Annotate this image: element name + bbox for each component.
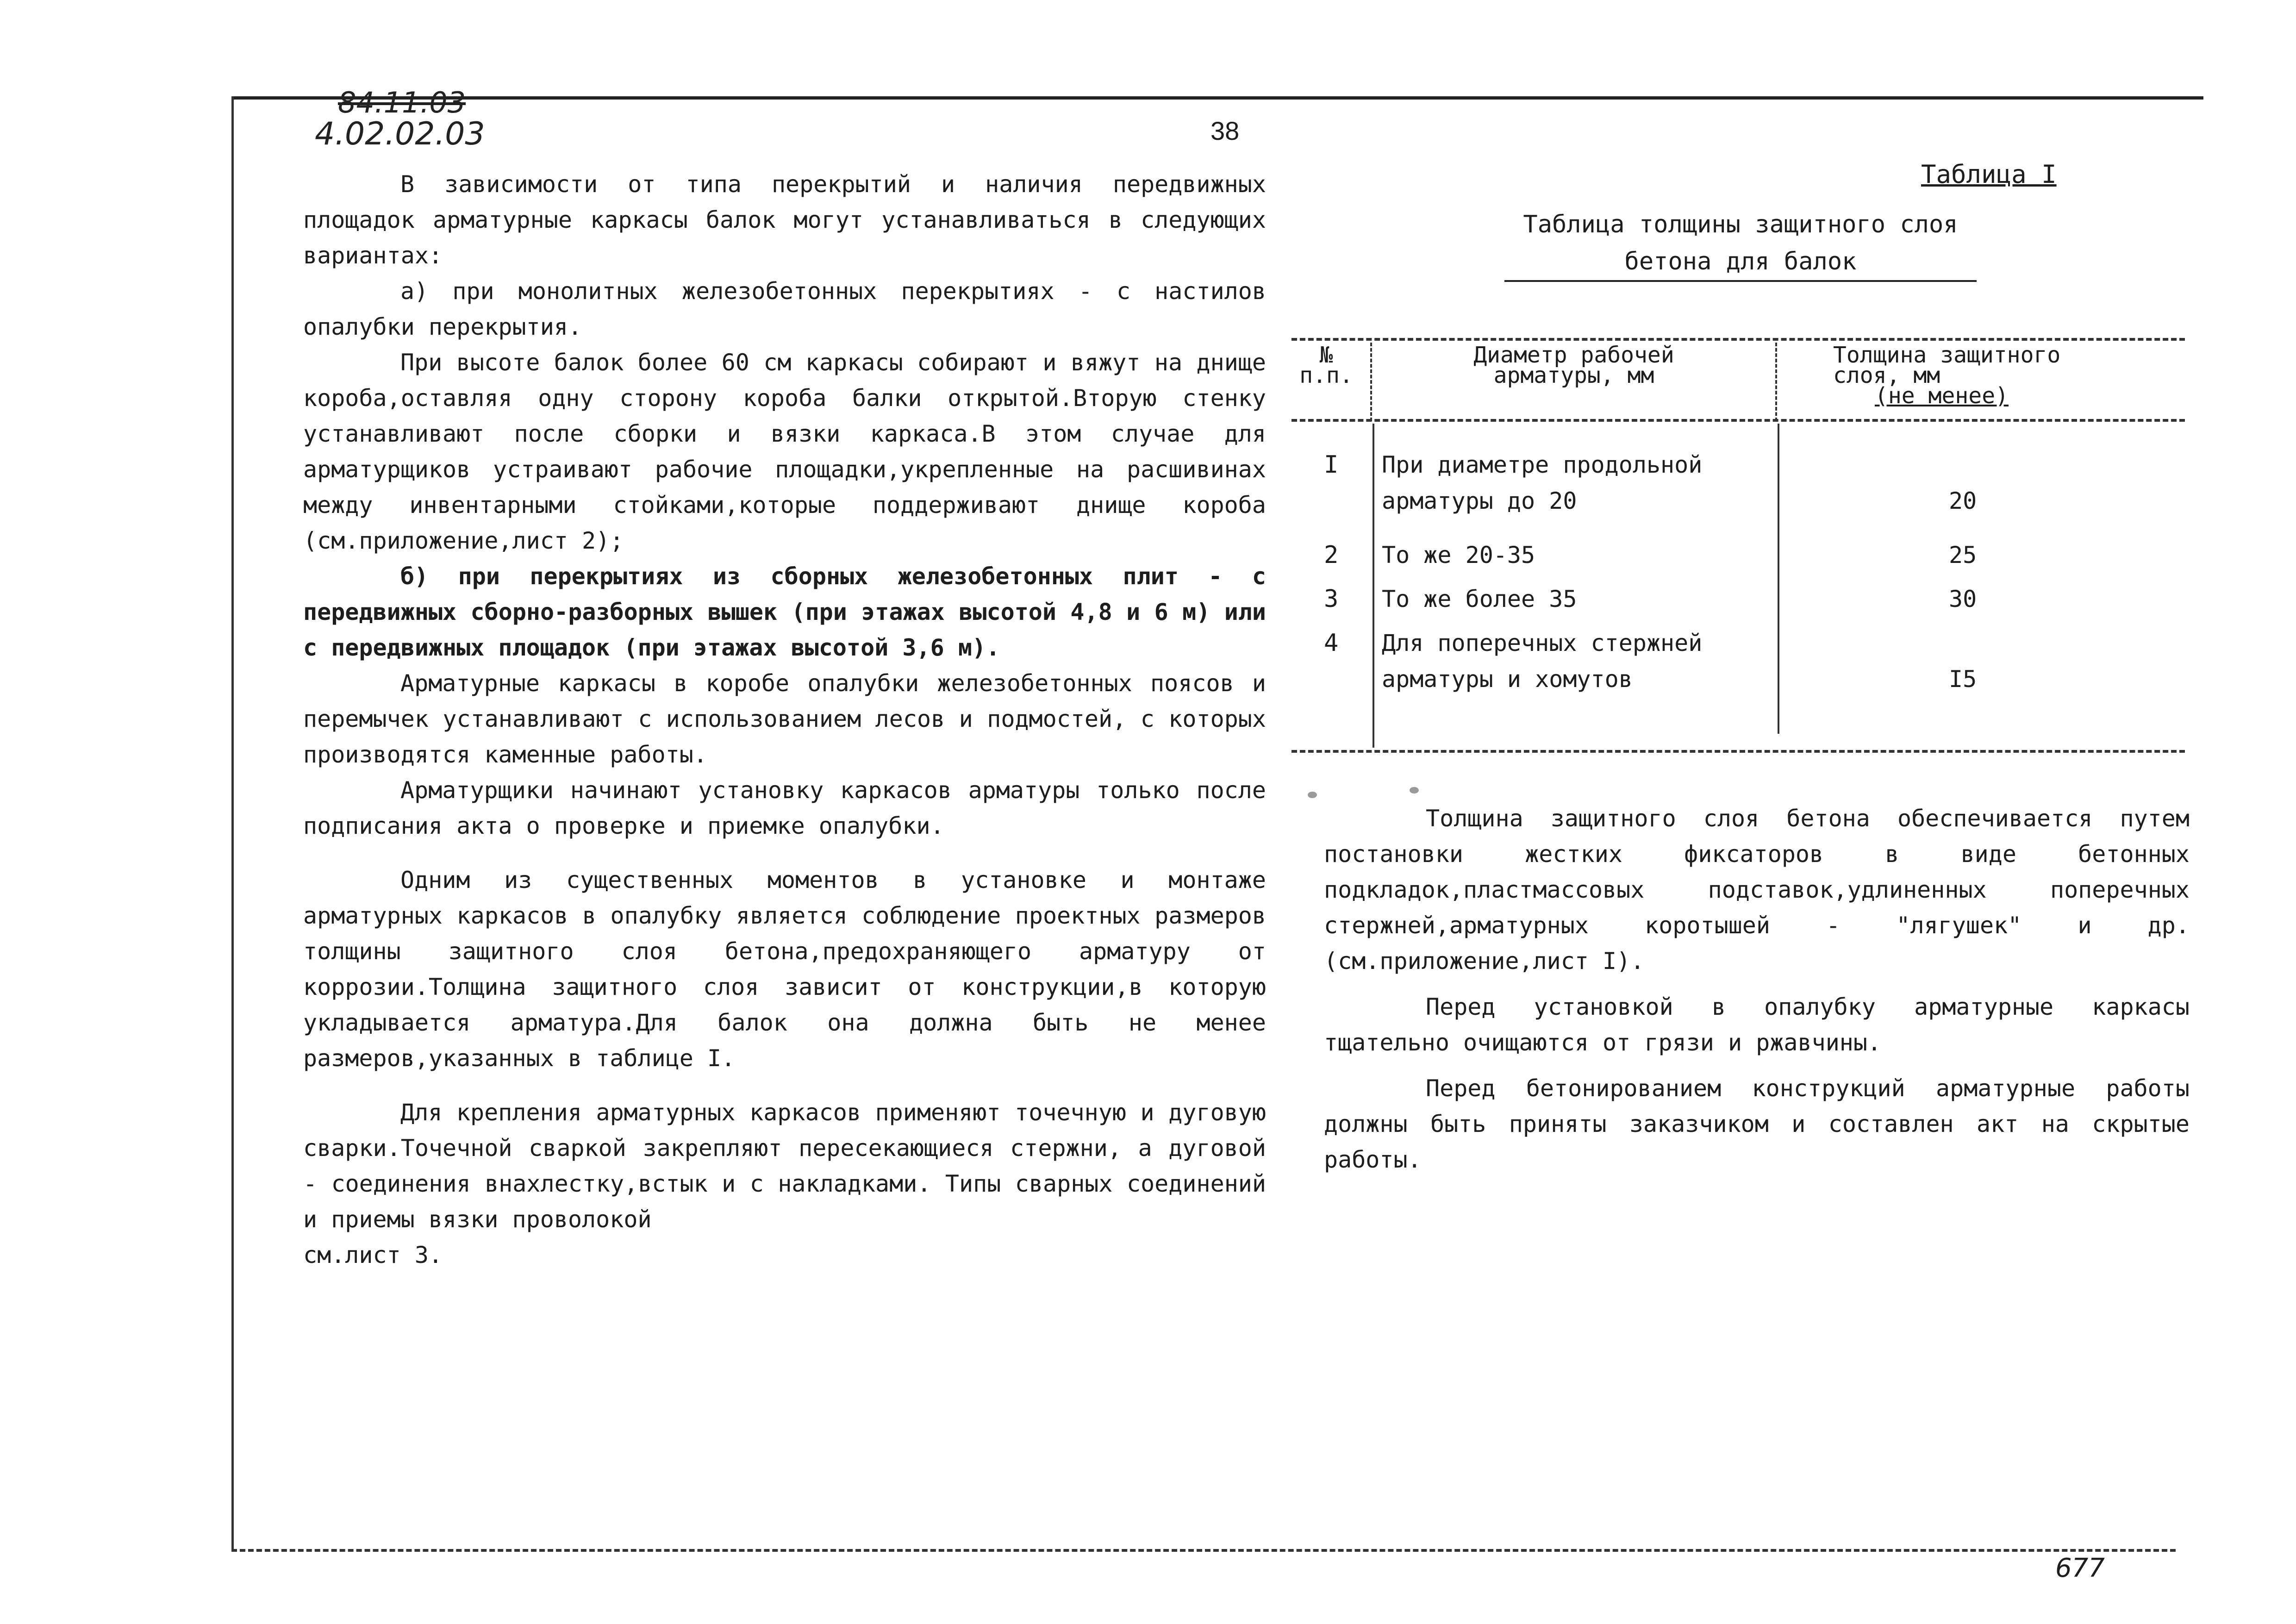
paragraph: б) при перекрытиях из сборных железобетонных плит - с передвижных сборно-разборных вышек (при этажах высотой 4,8 и 6 м) или с передвижных площадок (при этажах высотой 3,6 м). [303,563,1266,661]
table-cell-value: 20 [1949,487,1977,514]
document-code-old: 84.11.03 [338,86,466,119]
table-title [1504,206,1977,282]
right-text-column [1324,801,2190,1178]
table-cell-num: 4 [1324,629,1339,657]
paragraph: Перед установкой в опалубку арматурные каркасы тщательно очищаются от грязи и ржавчины. [1324,993,2190,1056]
paragraph: см.лист 3. [303,1242,443,1268]
table-column-divider [1775,343,1777,421]
table-cell-value: 25 [1949,542,1977,568]
table-title-line: бетона для балок [1504,243,1977,282]
table-label: Таблица I [1921,160,2057,189]
frame-bottom-line [231,1549,2176,1552]
paragraph: В зависимости от типа перекрытий и наличия передвижных площадок арматурные каркасы балок могут устанавливаться в следующих вариантах: [303,171,1266,269]
table-cell-value: 30 [1949,586,1977,612]
paragraph: а) при монолитных железобетонных перекрытиях - с настилов опалубки перекрытия. [303,278,1266,340]
paragraph: Для крепления арматурных каркасов применяют точечную и дуговую сварки.Точечной сваркой закрепляют пересекающиеся стержни, а дуговой - соединения внахлестку,встык и с накладками. Типы сварных соединений и приемы вязки проволокой [303,1099,1266,1233]
corner-mark: 677 [2055,1553,2105,1583]
table-header-thickness: Толщина защитного слоя, мм (не менее) [1833,342,2061,409]
table-cell-desc: То же 20-35 [1382,542,1535,568]
frame-top-line [231,96,2203,100]
paragraph: Толщина защитного слоя бетона обеспечивается путем постановки жестких фиксаторов в виде бетонных подкладок,пластмассовых подставок,удлиненных поперечных стержней,арматурных коротышей - "лягушек" и др. (см.приложение,лист I). [1324,805,2190,974]
table-cell-desc: При диаметре продольной [1382,451,1703,478]
table-column-divider [1778,424,1779,734]
paragraph: Арматурные каркасы в коробе опалубки железобетонных поясов и перемычек устанавливают с использованием лесов и подмостей, с которых производятся каменные работы. [303,670,1266,768]
table-cell-num: 3 [1324,585,1339,613]
table-title-line: Таблица толщины защитного слоя [1523,211,1958,238]
paragraph: Арматурщики начинают установку каркасов арматуры только после подписания акта о проверке и приемке опалубки. [303,777,1266,839]
table-cell-num: I [1324,451,1339,479]
table-cell-desc: То же более 35 [1382,586,1577,612]
scan-speck [1410,787,1419,793]
table-column-divider [1373,424,1374,748]
table-cell-num: 2 [1324,541,1339,569]
paragraph: Одним из существенных моментов в установке и монтаже арматурных каркасов в опалубку является соблюдение проектных размеров толщины защитного слоя бетона,предохраняющего арматуру от коррозии.Толщина защитного слоя зависит от конструкции,в которую укладывается арматура.Для балок она должна быть не менее размеров,указанных в таблице I. [303,867,1266,1072]
page-number: 38 [1210,116,1240,145]
frame-left-line [231,96,234,1550]
table-cell-desc: Для поперечных стержней [1382,630,1703,656]
table-cell-value: I5 [1949,666,1977,693]
document-code: 4.02.02.03 [315,116,485,152]
table-top-rule [1292,338,2185,341]
table-cell-desc: арматуры и хомутов [1382,666,1633,693]
table-header-diameter: Диаметр рабочей арматуры, мм [1473,342,1674,388]
table-header-num: № п.п. [1299,342,1353,388]
table-cell-desc: арматуры до 20 [1382,487,1577,514]
paragraph: При высоте балок более 60 см каркасы собирают и вяжут на днище короба,оставляя одну сторону короба балки открытой.Вторую стенку устанавливают после сборки и вязки каркаса.В этом случае для арматурщиков устраивают рабочие площадки,укрепленные на расшивинах между инвентарными стойками,которые поддерживают днище короба (см.приложение,лист 2); [303,349,1266,554]
left-text-column [303,167,1266,1273]
table-header-rule [1292,419,2185,422]
table-column-divider [1370,343,1372,421]
paragraph: Перед бетонированием конструкций арматурные работы должны быть приняты заказчиком и составлен акт на скрытые работы. [1324,1075,2190,1173]
scan-speck [1308,792,1317,798]
table-bottom-rule [1292,750,2185,753]
